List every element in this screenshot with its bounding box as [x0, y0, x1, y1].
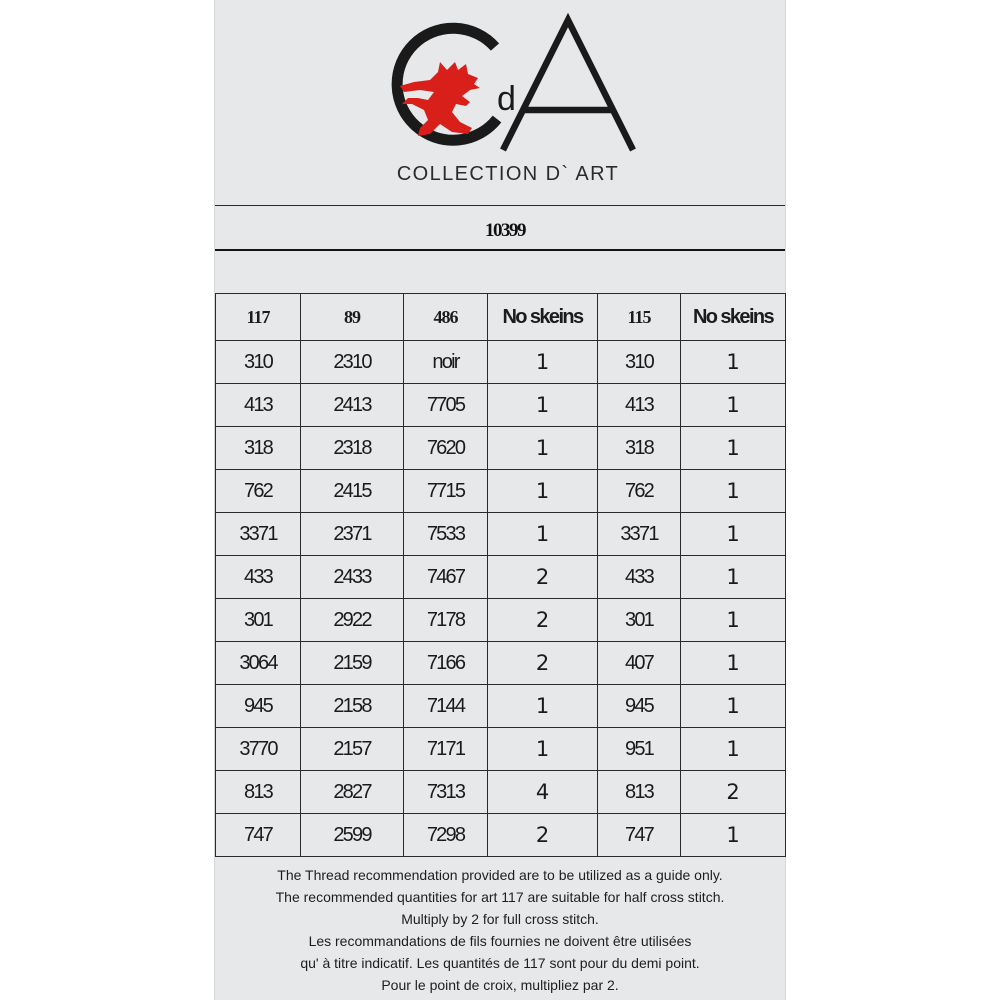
- skeins-486-cell: 2: [488, 556, 598, 599]
- skeins-115-cell: 1: [681, 513, 786, 556]
- skeins-486-cell: 1: [488, 728, 598, 771]
- skeins-486-cell: 2: [488, 814, 598, 857]
- skeins-115-cell: 1: [681, 341, 786, 384]
- skeins-115-cell: 1: [681, 814, 786, 857]
- thread-486-cell: 7467: [404, 556, 488, 599]
- skeins-486-cell: 1: [488, 384, 598, 427]
- thread-117-cell: 762: [216, 470, 301, 513]
- thread-89-cell: 2433: [301, 556, 404, 599]
- table-header-row: [216, 294, 786, 341]
- divider-bottom: [215, 249, 785, 251]
- thread-89-cell: 2159: [301, 642, 404, 685]
- thread-115-cell: 945: [598, 685, 681, 728]
- thread-chart-card: [215, 0, 785, 1000]
- skeins-486-cell: 1: [488, 513, 598, 556]
- thread-115-cell: 301: [598, 599, 681, 642]
- skeins-115-cell: 1: [681, 384, 786, 427]
- skeins-486-cell: 2: [488, 642, 598, 685]
- thread-486-cell: 7715: [404, 470, 488, 513]
- thread-117-cell: 3064: [216, 642, 301, 685]
- thread-89-cell: 2318: [301, 427, 404, 470]
- skeins-115-cell: 1: [681, 685, 786, 728]
- table-row: [216, 599, 786, 642]
- thread-486-cell: 7171: [404, 728, 488, 771]
- skeins-115-cell: 1: [681, 470, 786, 513]
- thread-117-cell: 3371: [216, 513, 301, 556]
- thread-486-cell: 7144: [404, 685, 488, 728]
- header-skeins-486: No skeins: [488, 294, 598, 341]
- skeins-486-cell: 4: [488, 771, 598, 814]
- note-line: Multiply by 2 for full cross stitch.: [401, 911, 599, 927]
- table-row: [216, 642, 786, 685]
- monogram-a-letter: [503, 20, 633, 150]
- thread-486-cell: noir: [404, 341, 488, 384]
- skeins-115-cell: 2: [681, 771, 786, 814]
- thread-486-cell: 7313: [404, 771, 488, 814]
- thread-486-cell: 7298: [404, 814, 488, 857]
- skeins-486-cell: 1: [488, 341, 598, 384]
- brand-name: COLLECTION D` ART: [396, 163, 620, 185]
- note-line: The recommended quantities for art 117 are suitable for half cross stitch.: [275, 889, 725, 905]
- skeins-486-cell: 1: [488, 470, 598, 513]
- thread-89-cell: 2158: [301, 685, 404, 728]
- thread-115-cell: 433: [598, 556, 681, 599]
- note-line: Pour le point de croix, multipliez par 2.: [381, 977, 619, 993]
- thread-89-cell: 2310: [301, 341, 404, 384]
- note-line: Les recommandations de fils fournies ne doivent être utilisées: [308, 933, 692, 949]
- thread-115-cell: 310: [598, 341, 681, 384]
- thread-89-cell: 2599: [301, 814, 404, 857]
- header-486: 486: [404, 294, 488, 341]
- note-line: qu' à titre indicatif. Les quantités de 117 sont pour du demi point.: [300, 955, 700, 971]
- thread-486-cell: 7705: [404, 384, 488, 427]
- thread-117-cell: 3770: [216, 728, 301, 771]
- thread-486-cell: 7533: [404, 513, 488, 556]
- table-row: [216, 341, 786, 384]
- skeins-486-cell: 1: [488, 685, 598, 728]
- thread-117-cell: 318: [216, 427, 301, 470]
- skeins-115-cell: 1: [681, 642, 786, 685]
- header-skeins-115: No skeins: [681, 294, 786, 341]
- thread-115-cell: 407: [598, 642, 681, 685]
- skeins-115-cell: 1: [681, 728, 786, 771]
- pattern-number: 10399: [485, 220, 525, 241]
- skeins-115-cell: 1: [681, 556, 786, 599]
- table-row: [216, 685, 786, 728]
- brand-logo: [380, 10, 640, 155]
- skeins-115-cell: 1: [681, 599, 786, 642]
- thread-89-cell: 2415: [301, 470, 404, 513]
- table-row: [216, 513, 786, 556]
- thread-115-cell: 413: [598, 384, 681, 427]
- skeins-486-cell: 2: [488, 599, 598, 642]
- usage-notes: [215, 864, 785, 996]
- thread-486-cell: 7178: [404, 599, 488, 642]
- skeins-115-cell: 1: [681, 427, 786, 470]
- thread-117-cell: 747: [216, 814, 301, 857]
- thread-89-cell: 2922: [301, 599, 404, 642]
- thread-89-cell: 2371: [301, 513, 404, 556]
- table-row: [216, 384, 786, 427]
- thread-115-cell: 747: [598, 814, 681, 857]
- table-row: [216, 556, 786, 599]
- skeins-486-cell: 1: [488, 427, 598, 470]
- thread-89-cell: 2413: [301, 384, 404, 427]
- thread-115-cell: 813: [598, 771, 681, 814]
- thread-486-cell: 7620: [404, 427, 488, 470]
- table-row: [216, 470, 786, 513]
- thread-117-cell: 813: [216, 771, 301, 814]
- thread-486-cell: 7166: [404, 642, 488, 685]
- thread-117-cell: 433: [216, 556, 301, 599]
- thread-115-cell: 762: [598, 470, 681, 513]
- divider-top: [215, 205, 785, 206]
- header-117: 117: [216, 294, 301, 341]
- table-row: [216, 814, 786, 857]
- thread-115-cell: 318: [598, 427, 681, 470]
- table-row: [216, 771, 786, 814]
- table-row: [216, 427, 786, 470]
- thread-117-cell: 301: [216, 599, 301, 642]
- thread-117-cell: 310: [216, 341, 301, 384]
- thread-table: [215, 293, 786, 857]
- thread-89-cell: 2157: [301, 728, 404, 771]
- table-row: [216, 728, 786, 771]
- thread-115-cell: 3371: [598, 513, 681, 556]
- note-line: The Thread recommendation provided are to be utilized as a guide only.: [277, 867, 723, 883]
- header-89: 89: [301, 294, 404, 341]
- monogram-d-letter: d: [497, 80, 516, 118]
- thread-117-cell: 413: [216, 384, 301, 427]
- thread-89-cell: 2827: [301, 771, 404, 814]
- header-115: 115: [598, 294, 681, 341]
- thread-115-cell: 951: [598, 728, 681, 771]
- thread-117-cell: 945: [216, 685, 301, 728]
